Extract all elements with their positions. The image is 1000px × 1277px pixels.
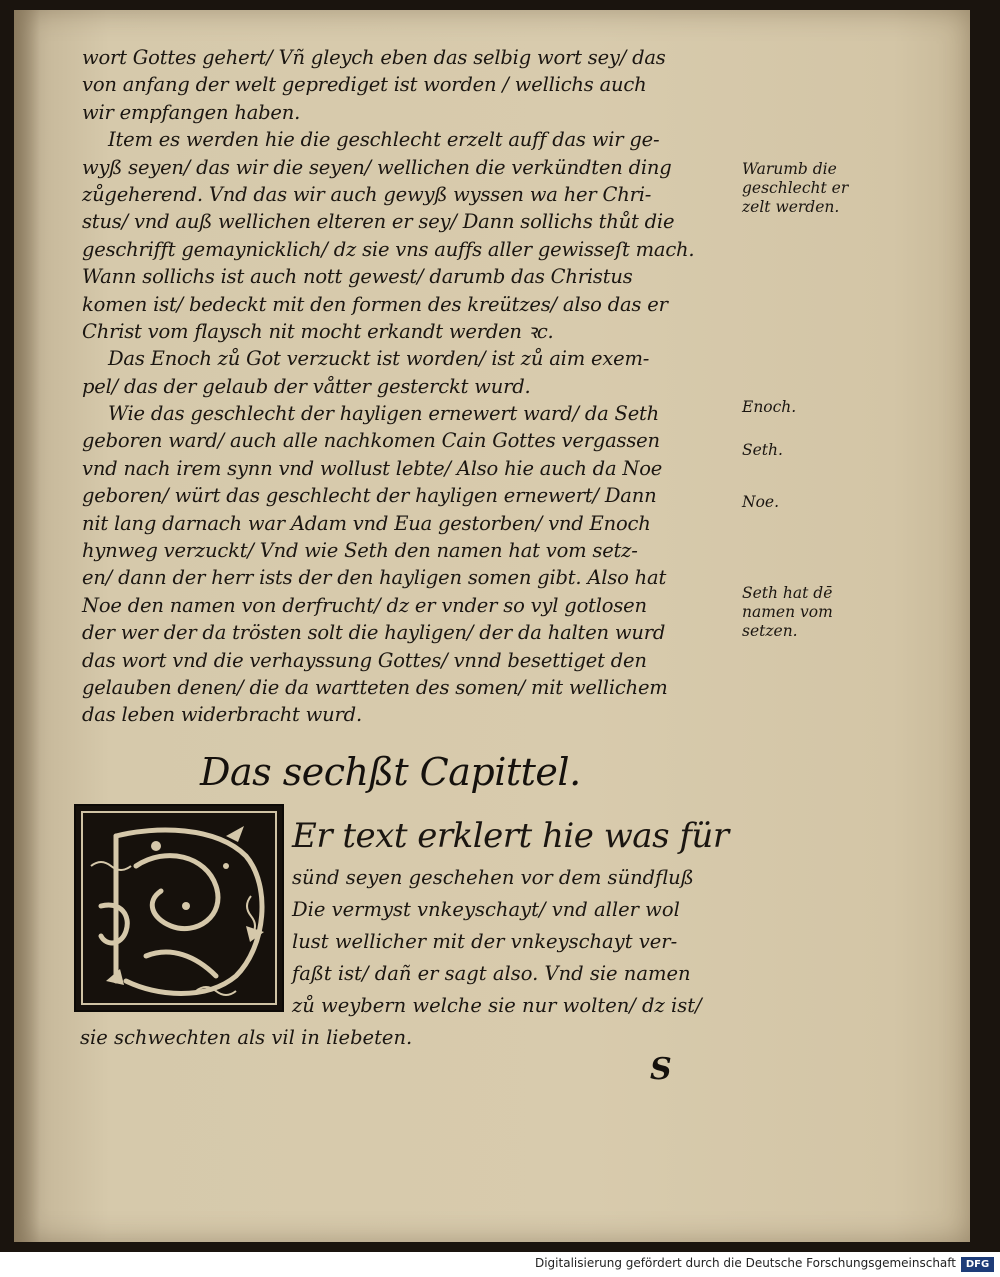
margin-note-line: Seth. [742,441,783,459]
text-line: wir empfangen haben. [82,100,301,124]
chapter-line: sie schwechten als vil in liebeten. [80,1026,413,1049]
text-line: geschrifft gemaynicklich/ dz sie vns auffs aller gewisseſt mach. [82,237,695,261]
dragon-initial-illustration [76,806,282,1010]
text-line: hynweg verzuckt/ Vnd wie Seth den namen hat vom setz- [82,539,638,563]
text-line: geboren/ würt das geschlecht der hayligen ernewert/ Dann [82,484,657,508]
margin-note-line: namen vom [742,603,833,621]
margin-note-line: Seth hat dē [742,584,833,602]
text-line: Item es werden hie die geschlecht erzelt auff das wir ge- [108,128,660,152]
text-line: Wie das geschlecht der hayligen ernewert ward/ da Seth [108,402,660,426]
text-line: nit lang darnach war Adam vnd Eua gestorben/ vnd Enoch [82,511,651,535]
chapter-line: Die vermyst vnkeyschayt/ vnd aller wol [292,898,680,921]
text-line: das wort vnd die verhayssung Gottes/ vnnd besettiget den [82,648,647,672]
chapter-line: sünd seyen geschehen vor dem sündfluß [292,866,694,889]
margin-note-noe [742,493,932,512]
dfg-logo-icon: DFG [961,1257,994,1272]
text-line: wort Gottes gehert/ Vñ gleych eben das selbig wort sey/ das [82,46,666,69]
chapter-first-line: Er text erklert hie was für [292,816,729,856]
margin-note-seth-name [742,584,932,641]
text-line: gelauben denen/ die da wartteten des somen/ mit wellichem [82,675,668,699]
text-line: wyß seyen/ das wir die seyen/ wellichen die verkündten ding [82,155,672,179]
margin-note-enoch [742,398,932,417]
text-line: der wer der da trösten solt die hayligen/ der da halten wurd [82,621,666,645]
text-line: pel/ das der gelaub der våtter gesterckt wurd. [82,374,531,398]
catchword-signature: S [650,1052,672,1087]
chapter-line: zů weybern welche sie nur wolten/ dz ist/ [292,994,702,1017]
text-line: vnd nach irem synn vnd wollust lebte/ Also hie auch da Noe [82,456,663,480]
text-line: en/ dann der herr ists der den hayligen somen gibt. Also hat [82,566,667,590]
margin-note-genealogy [742,160,932,217]
margin-note-line: zelt werden. [742,198,840,216]
text-line: komen ist/ bedeckt mit den formen des kreützes/ also das er [82,292,668,316]
margin-note-line: setzen. [742,622,798,640]
main-text-block [82,44,742,729]
text-line: Noe den namen von derfrucht/ dz er vnder so vyl gotlosen [82,593,647,617]
chapter-line: faßt ist/ dañ er sagt also. Vnd sie namen [292,962,691,985]
margin-note-seth [742,441,932,460]
chapter-line: lust wellicher mit der vnkeyschayt ver- [292,930,678,953]
margin-note-line: Warumb die [742,160,837,178]
decorated-initial-d-woodcut [74,804,284,1012]
margin-note-line: geschlecht er [742,179,849,197]
text-line: Christ vom flaysch nit mocht erkandt werden ꝛc. [82,319,554,343]
text-line: geboren ward/ auch alle nachkomen Cain Gottes vergassen [82,429,660,453]
digitization-footer [0,1252,1000,1277]
margin-note-line: Noe. [742,493,779,511]
footer-credit: Digitalisierung gefördert durch die Deutsche Forschungsgemeinschaft [534,1256,956,1270]
margin-note-line: Enoch. [742,398,797,416]
text-line: das leben widerbracht wurd. [82,703,362,727]
text-line: Das Enoch zů Got verzuckt ist worden/ ist zů aim exem- [108,347,650,371]
page-gutter-shadow [14,10,40,1242]
text-line: stus/ vnd auß wellichen elteren er sey/ Dann sollichs thůt die [82,210,675,234]
chapter-heading: Das sechßt Capittel. [200,750,581,794]
text-line: Wann sollichs ist auch nott gewest/ darumb das Christus [82,265,633,289]
text-line: zůgeherend. Vnd das wir auch gewyß wyssen wa her Chri- [82,182,652,206]
text-line: von anfang der welt geprediget ist worden / wellichs auch [82,73,647,97]
